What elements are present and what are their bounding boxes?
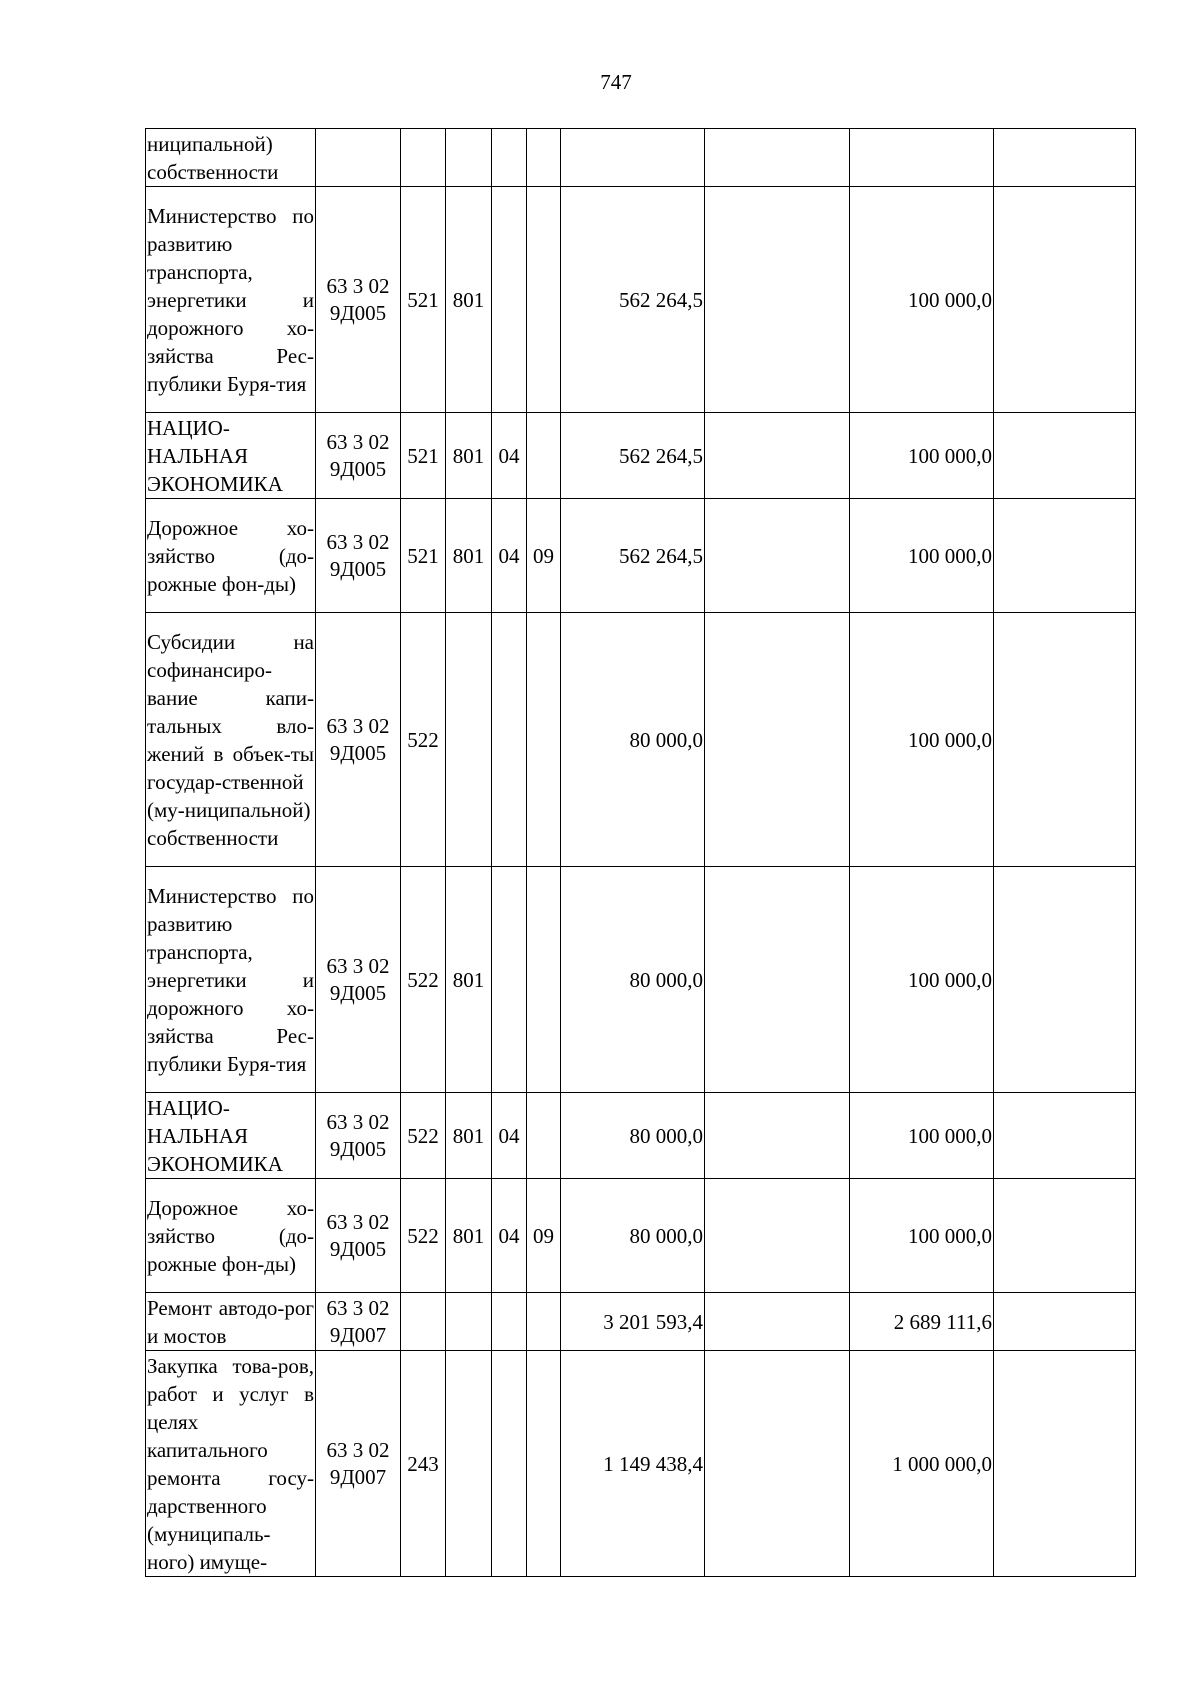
row-amount-4 <box>994 1351 1136 1577</box>
row-csr: 63 3 02 9Д005 <box>316 413 401 499</box>
row-amount-4 <box>994 613 1136 867</box>
table-row <box>146 1179 1136 1293</box>
row-vr: 521 <box>401 187 446 413</box>
row-amount-2 <box>705 613 850 867</box>
row-vr: 521 <box>401 413 446 499</box>
table-row <box>146 1351 1136 1577</box>
row-grbs <box>446 129 492 187</box>
row-rz <box>492 129 527 187</box>
row-rz <box>492 187 527 413</box>
row-amount-3: 100 000,0 <box>850 413 994 499</box>
row-pr <box>527 1293 561 1351</box>
row-grbs: 801 <box>446 1093 492 1179</box>
row-amount-1: 562 264,5 <box>561 413 705 499</box>
row-rz: 04 <box>492 413 527 499</box>
row-grbs: 801 <box>446 187 492 413</box>
row-amount-2 <box>705 129 850 187</box>
row-pr <box>527 613 561 867</box>
row-rz: 04 <box>492 1179 527 1293</box>
row-rz <box>492 1293 527 1351</box>
row-amount-4 <box>994 1093 1136 1179</box>
row-csr: 63 3 02 9Д005 <box>316 499 401 613</box>
row-vr: 522 <box>401 1093 446 1179</box>
row-name: Дорожное хо-зяйство (до-рожные фон-ды) <box>146 1179 316 1293</box>
row-name: НАЦИО-НАЛЬНАЯ ЭКОНОМИКА <box>146 413 316 499</box>
row-csr: 63 3 02 9Д005 <box>316 613 401 867</box>
row-grbs <box>446 1351 492 1577</box>
row-pr <box>527 1351 561 1577</box>
row-vr: 243 <box>401 1351 446 1577</box>
row-pr: 09 <box>527 1179 561 1293</box>
row-amount-1 <box>561 129 705 187</box>
row-vr <box>401 1293 446 1351</box>
row-amount-3: 100 000,0 <box>850 1179 994 1293</box>
table-row <box>146 413 1136 499</box>
row-amount-2 <box>705 1351 850 1577</box>
row-rz <box>492 1351 527 1577</box>
row-amount-3: 100 000,0 <box>850 499 994 613</box>
row-rz: 04 <box>492 1093 527 1179</box>
row-vr: 522 <box>401 613 446 867</box>
row-amount-1: 1 149 438,4 <box>561 1351 705 1577</box>
row-amount-3: 100 000,0 <box>850 613 994 867</box>
row-pr <box>527 187 561 413</box>
row-pr <box>527 867 561 1093</box>
row-amount-4 <box>994 1179 1136 1293</box>
row-name: НАЦИО-НАЛЬНАЯ ЭКОНОМИКА <box>146 1093 316 1179</box>
row-amount-3: 2 689 111,6 <box>850 1293 994 1351</box>
row-amount-1: 562 264,5 <box>561 499 705 613</box>
row-amount-3: 100 000,0 <box>850 867 994 1093</box>
table-row <box>146 1093 1136 1179</box>
table-row <box>146 867 1136 1093</box>
row-vr: 522 <box>401 1179 446 1293</box>
row-amount-2 <box>705 867 850 1093</box>
table-row <box>146 187 1136 413</box>
row-pr <box>527 1093 561 1179</box>
table-row <box>146 613 1136 867</box>
row-amount-4 <box>994 499 1136 613</box>
row-amount-3 <box>850 129 994 187</box>
row-amount-2 <box>705 187 850 413</box>
row-pr <box>527 413 561 499</box>
row-amount-1: 3 201 593,4 <box>561 1293 705 1351</box>
row-csr: 63 3 02 9Д005 <box>316 867 401 1093</box>
row-amount-1: 562 264,5 <box>561 187 705 413</box>
row-name: Субсидии на софинансиро-вание капи-тальных вло-жений в объек-ты государ-ственной (му-ниципальной) собственности <box>146 613 316 867</box>
row-rz: 04 <box>492 499 527 613</box>
row-name: Министерство по развитию транспорта, энергетики и дорожного хо-зяйства Рес-публики Буря-тия <box>146 187 316 413</box>
row-rz <box>492 613 527 867</box>
row-grbs: 801 <box>446 867 492 1093</box>
row-pr <box>527 129 561 187</box>
budget-table <box>145 128 1136 1577</box>
row-grbs <box>446 613 492 867</box>
row-amount-2 <box>705 1293 850 1351</box>
row-amount-4 <box>994 187 1136 413</box>
row-csr: 63 3 02 9Д007 <box>316 1293 401 1351</box>
row-name: ниципальной) собственности <box>146 129 316 187</box>
page-number: 747 <box>600 70 632 94</box>
row-amount-4 <box>994 867 1136 1093</box>
row-amount-4 <box>994 413 1136 499</box>
row-name: Ремонт автодо-рог и мостов <box>146 1293 316 1351</box>
table-row <box>146 1293 1136 1351</box>
row-grbs <box>446 1293 492 1351</box>
row-name: Дорожное хо-зяйство (до-рожные фон-ды) <box>146 499 316 613</box>
row-csr: 63 3 02 9Д005 <box>316 1093 401 1179</box>
row-amount-4 <box>994 1293 1136 1351</box>
row-amount-2 <box>705 1093 850 1179</box>
table-body <box>146 129 1136 1577</box>
table-row <box>146 499 1136 613</box>
row-pr: 09 <box>527 499 561 613</box>
row-vr <box>401 129 446 187</box>
row-csr: 63 3 02 9Д007 <box>316 1351 401 1577</box>
table-row <box>146 129 1136 187</box>
row-amount-3: 100 000,0 <box>850 1093 994 1179</box>
row-amount-2 <box>705 499 850 613</box>
row-amount-2 <box>705 413 850 499</box>
row-amount-1: 80 000,0 <box>561 613 705 867</box>
row-csr: 63 3 02 9Д005 <box>316 187 401 413</box>
row-grbs: 801 <box>446 413 492 499</box>
row-amount-2 <box>705 1179 850 1293</box>
row-csr: 63 3 02 9Д005 <box>316 1179 401 1293</box>
row-name: Закупка това-ров, работ и услуг в целях капитального ремонта госу-дарственного (муниципаль-ного) имуще- <box>146 1351 316 1577</box>
row-amount-4 <box>994 129 1136 187</box>
row-grbs: 801 <box>446 1179 492 1293</box>
row-vr: 522 <box>401 867 446 1093</box>
row-rz <box>492 867 527 1093</box>
row-amount-3: 100 000,0 <box>850 187 994 413</box>
row-csr <box>316 129 401 187</box>
row-grbs: 801 <box>446 499 492 613</box>
row-amount-3: 1 000 000,0 <box>850 1351 994 1577</box>
row-amount-1: 80 000,0 <box>561 1179 705 1293</box>
row-name: Министерство по развитию транспорта, энергетики и дорожного хо-зяйства Рес-публики Буря-тия <box>146 867 316 1093</box>
row-amount-1: 80 000,0 <box>561 1093 705 1179</box>
row-amount-1: 80 000,0 <box>561 867 705 1093</box>
row-vr: 521 <box>401 499 446 613</box>
